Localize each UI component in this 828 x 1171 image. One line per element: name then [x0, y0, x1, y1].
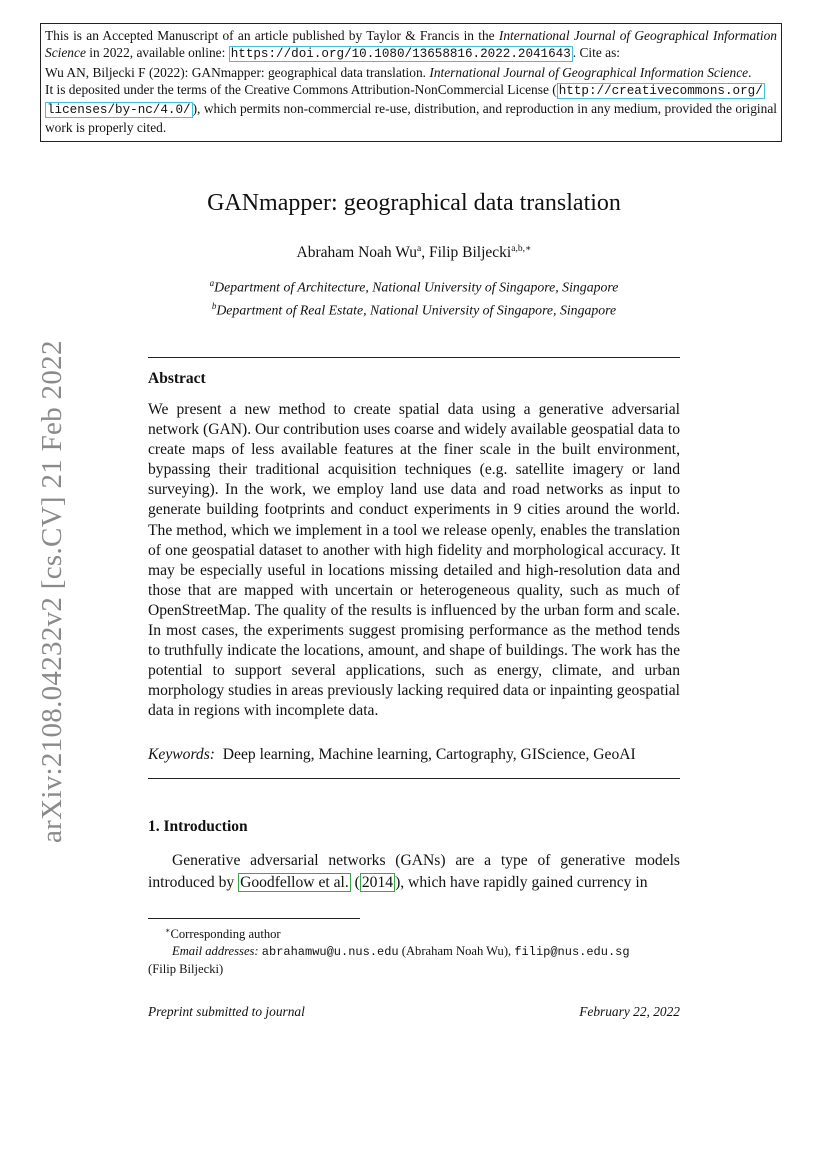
affiliation-marker: a	[417, 244, 422, 254]
keywords	[148, 746, 680, 764]
journal-name: International Journal of Geographical Information Science	[429, 64, 749, 80]
keywords-value: Deep learning, Machine learning, Cartography, GIScience, GeoAI	[222, 746, 636, 763]
divider	[148, 357, 680, 358]
introduction-paragraph: Generative adversarial networks (GANs) are a type of generative models introduced by Goodfellow et al. ( 2014 ), which have rapidly gained currency in	[148, 852, 680, 891]
footnote-divider	[148, 918, 360, 919]
copyright-notice: This is an Accepted Manuscript of an article published by Taylor & Francis in the International Journal of Geographical Information Science in 2022, available online: https://doi.org/10.1080/13658816.2022.2041643 . Cite as: Wu AN, Biljecki F (2022): GANmapper: geographical data translation. International Journal of Geographical Information Science. It is deposited under the terms of the Creative Commons Attribution-NonCommercial License ( http://creativecommons.org/ licenses/by-nc/4.0/ ), which permits non-commercial re-use, distribution, and reproduction in any medium, provided the original work is properly cited.	[40, 23, 782, 142]
keywords-label: Keywords:	[148, 746, 215, 763]
email-address[interactable]: abrahamwu@u.nus.edu	[261, 945, 399, 960]
license-link[interactable]: http://creativecommons.org/	[558, 83, 763, 98]
paper-title: GANmapper: geographical data translation	[207, 190, 621, 216]
affiliation: $^a$Department of Architecture, National University of Singapore, Singapore	[209, 278, 619, 295]
citation-link[interactable]: Goodfellow et al.	[240, 874, 349, 891]
footer-date: February 22, 2022	[579, 1004, 680, 1019]
section-heading: 1. Introduction	[148, 818, 248, 835]
abstract-heading: Abstract	[148, 370, 206, 387]
abstract-body: We present a new method to create spatial data using a generative adversarial network (GAN). Our contribution uses coarse and widely available geospatial data to create maps of less available features at the finer scale in the built environment, bypassing their traditional acquisition techniques (e.g. satellite imagery or land surveying). In the work, we employ land use data and road networks as input to generate building footprints and conduct experiments in 9 cities around the world. The method, which we implement in a tool we release openly, enables the translation of one geospatial dataset to another with high fidelity and morphological accuracy. It may be especially useful in locations missing detailed and high-resolution data and those that are mapped with uncertain or heterogeneous quality, such as much of OpenStreetMap. The quality of the results is influenced by the urban form and scale. In most cases, the experiments suggest promising performance as the method tends to truthfully indicate the locations, amount, and shape of buildings. The work has the potential to support several applications, such as energy, climate, and urban morphology studies in areas previously lacking required data or inpainting geospatial data in regions with incomplete data.	[148, 401, 680, 720]
journal-name: International Journal of Geographical Information Science	[45, 28, 777, 61]
footer-left: Preprint submitted to journal	[148, 1004, 305, 1019]
email-address[interactable]: filip@nus.edu.sg	[514, 945, 630, 960]
author-name: Abraham Noah Wu	[296, 244, 418, 262]
license-link[interactable]: licenses/by-nc/4.0/	[47, 103, 191, 118]
author-list: Abraham Noah Wu$^a$, Filip Biljecki$^{a,b,∗}$	[296, 244, 532, 262]
arxiv-identifier: arXiv:2108.04232v2 [cs.CV] 21 Feb 2022	[36, 340, 68, 843]
citation-link[interactable]: 2014	[361, 874, 394, 891]
affiliations	[0, 274, 828, 319]
affiliation: $^b$Department of Real Estate, National University of Singapore, Singapore	[211, 300, 617, 318]
doi-link[interactable]: https://doi.org/10.1080/13658816.2022.2041643	[230, 47, 571, 62]
divider	[148, 778, 680, 779]
author-name: Filip Biljecki	[429, 244, 512, 262]
affiliation-marker: a,b,∗	[511, 244, 532, 254]
footnote: ∗Corresponding author Email addresses: abrahamwu@u.nus.edu (Abraham Noah Wu), filip@nus.edu.sg (Filip Biljecki)	[148, 926, 630, 977]
